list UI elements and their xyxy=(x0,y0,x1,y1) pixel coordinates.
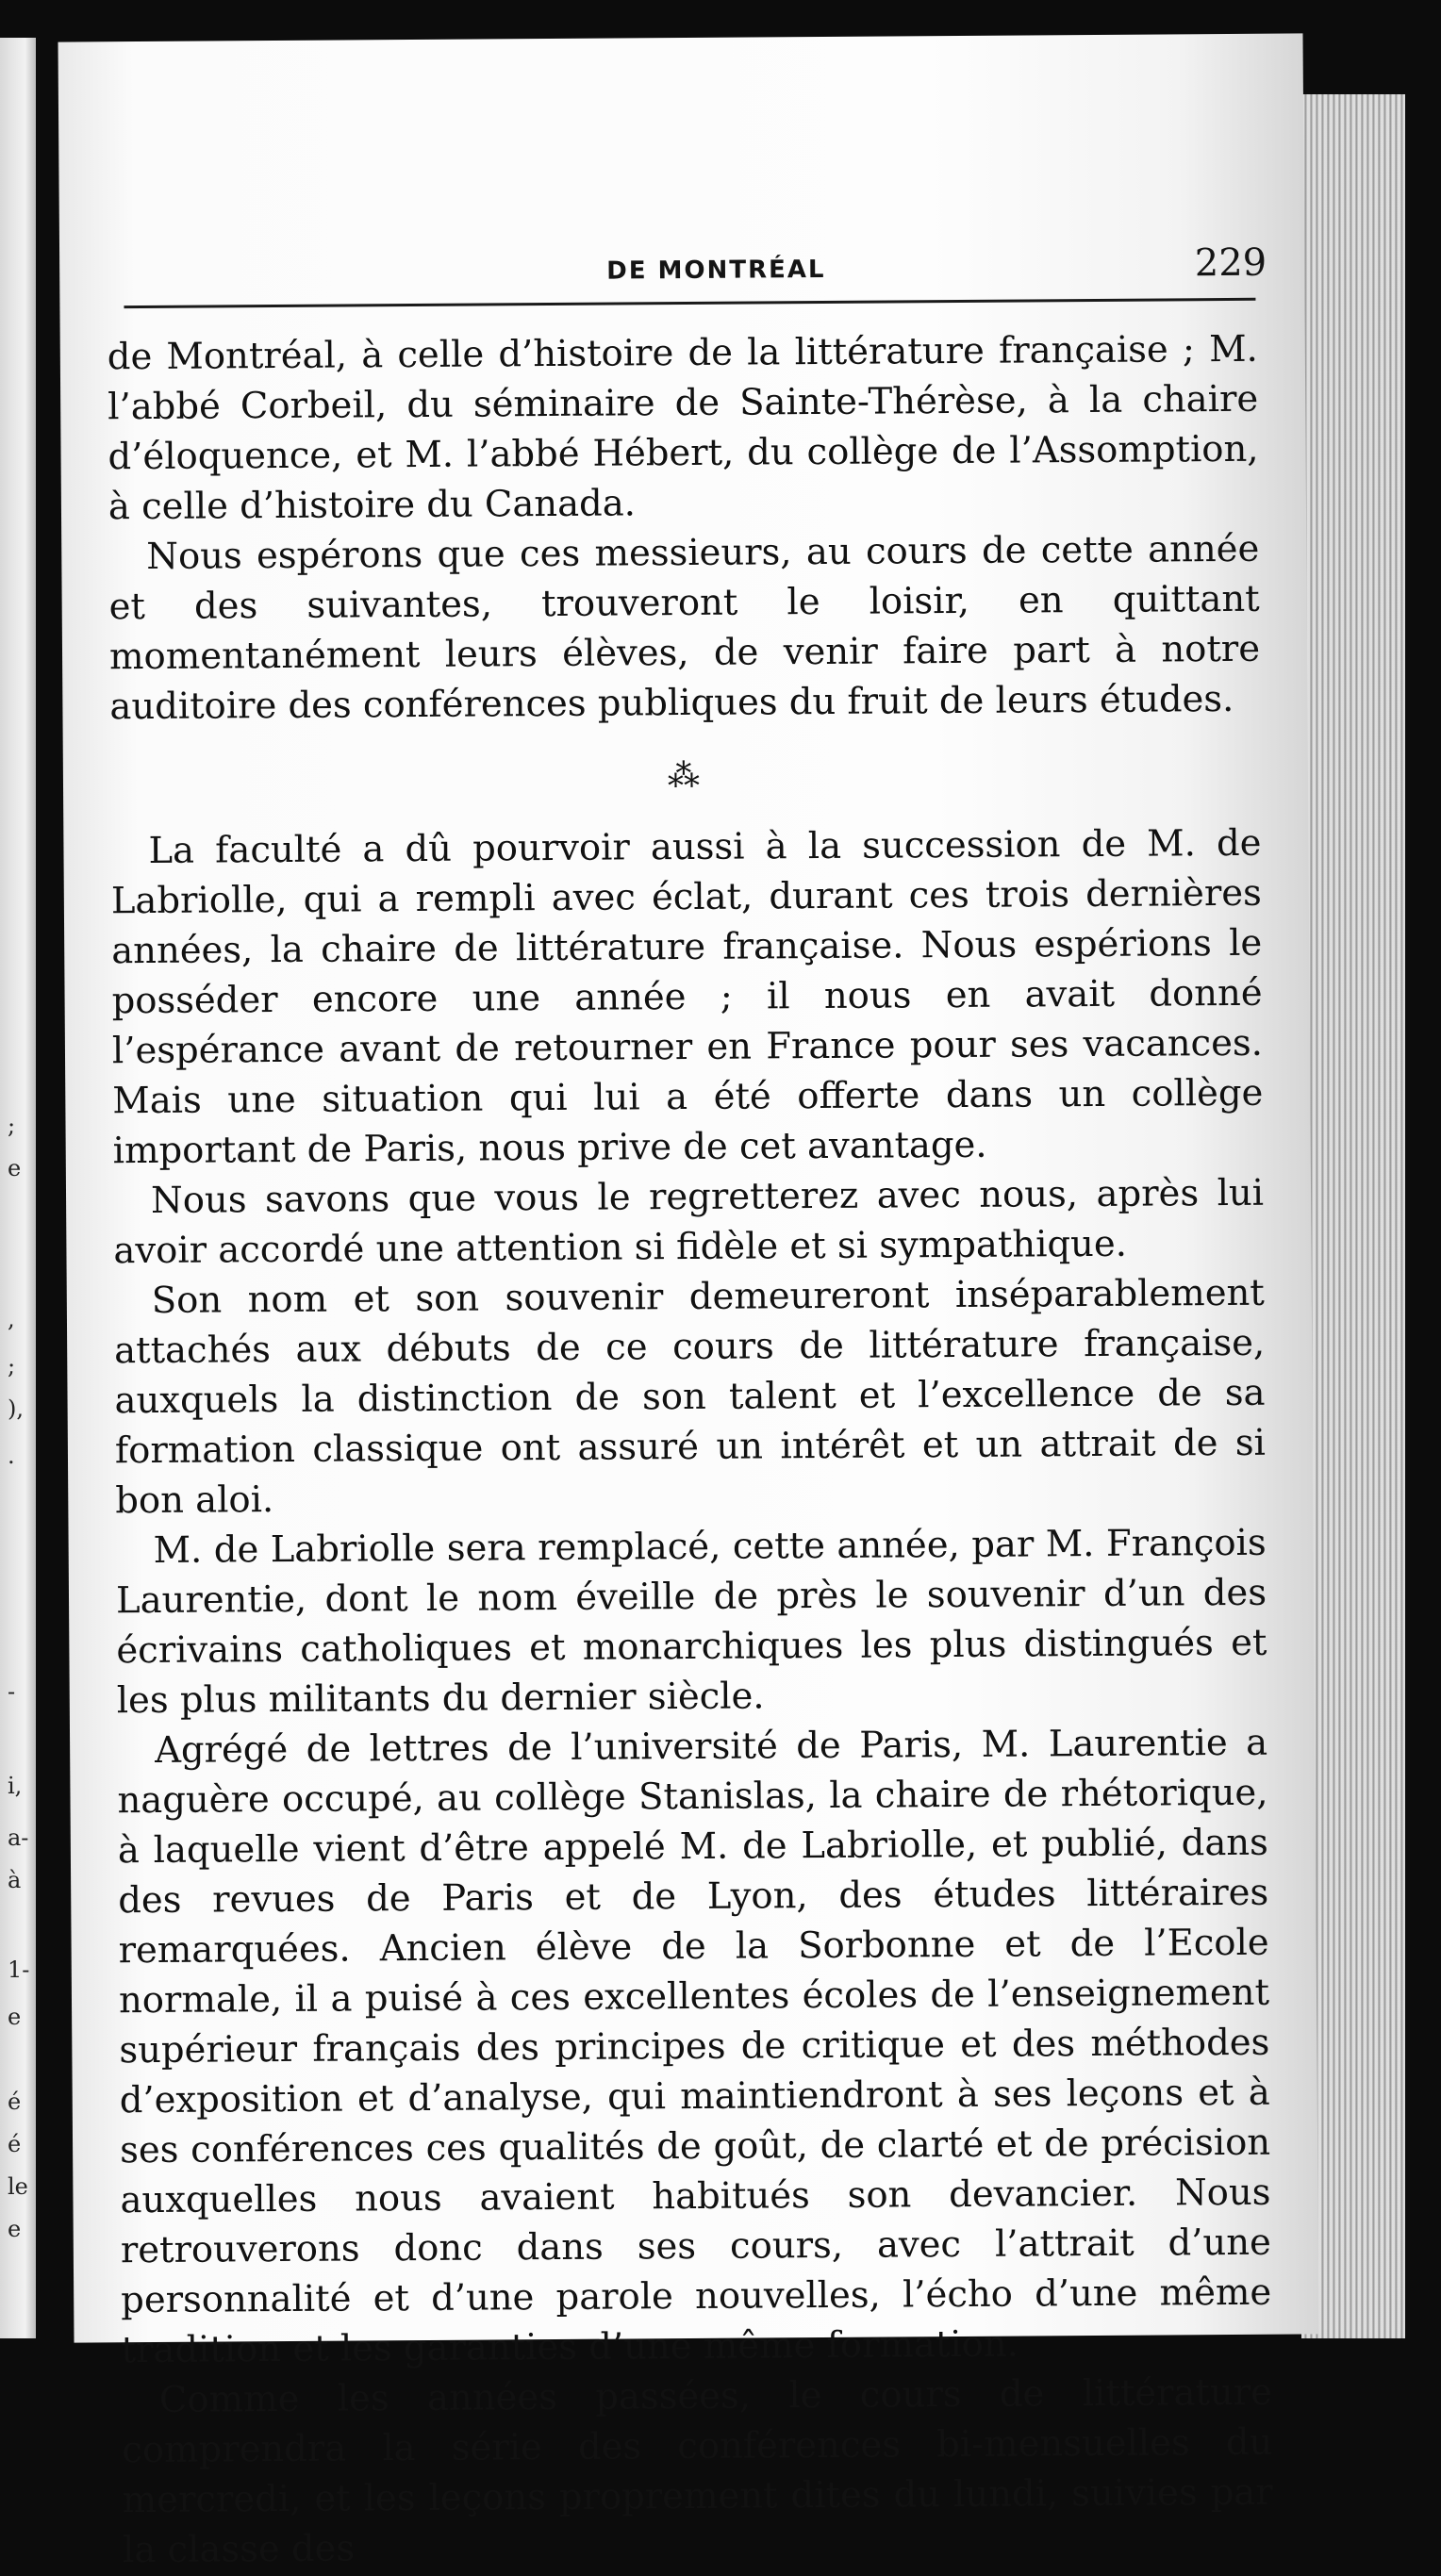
paragraph: M. de Labriolle sera remplacé, cette année, par M. François Laurentie, dont le nom éveille de près le souvenir d’un des écrivains catholiques et monarchiques les plus distingués et les plus militants du dernier siècle. xyxy=(115,1521,1267,1723)
fragment: i, xyxy=(8,1773,23,1799)
fragment: , xyxy=(8,1306,15,1332)
paragraph: Son nom et son souvenir demeureront inséparablement attachés aux débuts de ce cours de littérature française, auxquels la distinction de son talent et l’excellence de sa formation classique ont assuré un intérêt et un attrait de si bon aloi. xyxy=(114,1271,1267,1523)
page-edges xyxy=(1301,94,1405,2338)
fragment: 1- xyxy=(8,1957,30,1983)
fragment: à xyxy=(8,1867,22,1893)
fragment: é xyxy=(8,2089,22,2115)
fragment: ; xyxy=(8,1113,16,1139)
paragraph: La faculté a dû pourvoir aussi à la succession de M. de Labriolle, qui a rempli avec éclat, durant ces trois dernières années, la chaire de littérature française. Nous espérions le posséder encore une année ; il nous en avait donné l’espérance avant de retourner en France pour ses vacances. Mais une situation qui lui a été offerte dans un collège important de Paris, nous prive de cet avantage. xyxy=(110,821,1264,1173)
paragraph: Nous savons que vous le regretterez avec nous, après lui avoir accordé une attention si fidèle et si sympathique. xyxy=(113,1171,1265,1273)
fragment: a- xyxy=(8,1825,29,1851)
fragment: ), xyxy=(8,1395,24,1422)
fragment: le xyxy=(8,2173,28,2200)
left-page-edge xyxy=(0,38,36,2338)
header-rule xyxy=(124,298,1255,308)
fragment: - xyxy=(8,1678,16,1705)
fragment: . xyxy=(8,1443,15,1469)
book-page xyxy=(58,33,1318,2572)
paragraph: Agrégé de lettres de l’université de Paris, M. Laurentie a naguère occupé, au collège Stanislas, la chaire de rhétorique, à laquelle vient d’être appelé M. de Labriolle, et publié, dans des revues de Paris et de Lyon, des études littéraires remarquées. Ancien élève de la Sorbonne et de l’Ecole normale, il a puisé à ces excellentes écoles de l’enseignement supérieur français des principes de critique et des méthodes d’exposition et d’analyse, qui maintiendront à ses leçons et à ses conférences ces qualités de goût, de clarté et de précision auxquelles nous avaient habitués son devancier. Nous retrouverons donc dans ses cours, avec l’attrait d’une personnalité et d’une parole nouvelles, l’écho d’une même tradition et les garanties d’une même formation. xyxy=(117,1721,1272,2372)
fragment: e xyxy=(8,2216,22,2242)
fragment: ; xyxy=(8,1353,16,1379)
fragment: e xyxy=(8,2004,22,2030)
left-page-fragments xyxy=(0,38,36,2338)
body-text xyxy=(108,324,1274,2575)
paragraph: Comme les années passées, le cours de littérature comprendra la série des conférences bi-mensuelles du mercredi, et les leçons proprement dites du lundi, suivies par la classe des xyxy=(122,2370,1273,2572)
fragment: e xyxy=(8,1155,22,1181)
paragraph: de Montréal, à celle d’histoire de la littérature française ; M. l’abbé Corbeil, du séminaire de Sainte-Thérèse, à la chaire d’éloquence, et M. l’abbé Hébert, du collège de l’Assomption, à celle d’histoire du Canada. xyxy=(107,327,1259,529)
section-separator: ⁂ xyxy=(667,756,704,796)
running-head: DE MONTRÉAL xyxy=(606,255,826,286)
page-number: 229 xyxy=(1194,240,1267,286)
paragraph: Nous espérons que ces messieurs, au cours de cette année et des suivantes, trouveront le loisir, en quittant momentanément leurs élèves, de venir faire part à notre auditoire des conférences publiques du fruit de leurs études. xyxy=(108,527,1261,729)
page-header xyxy=(116,213,1267,287)
fragment: é xyxy=(8,2131,22,2157)
